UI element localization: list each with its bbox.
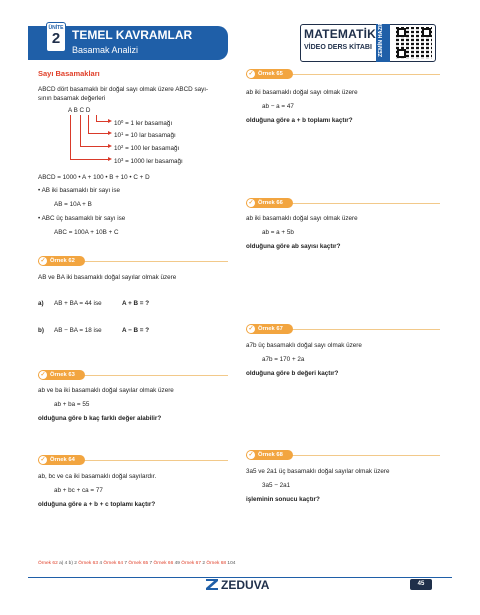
example-equation: AB − BA = 18 ise [54, 327, 102, 334]
example-equation: ab + ba = 55 [54, 401, 90, 408]
intro-line-2: sının basamak değerleri [38, 95, 106, 102]
intro-line-1: ABCD dört basamaklı bir doğal sayı olmak üzere ABCD sayı- [38, 86, 209, 93]
arrow-icon [108, 157, 112, 161]
example-text: ab, bc ve ca iki basamaklı doğal sayılardır. [38, 473, 157, 480]
section-title: Sayı Basamakları [38, 69, 100, 78]
arrow-icon [108, 144, 112, 148]
check-icon: ✓ [248, 326, 254, 332]
example-question: olduğuna göre ab sayısı kaçtır? [246, 243, 341, 250]
three-digit-label: • ABC üç basamaklı bir sayı ise [38, 215, 126, 222]
example-equation: 3a5 − 2a1 [262, 482, 291, 489]
example-badge: ✓ Örnek 66 [246, 198, 293, 208]
example-equation: ab + bc + ca = 77 [54, 487, 103, 494]
example-badge: ✓ Örnek 68 [246, 450, 293, 460]
place-value-row: $10^0 = 1$ ler basamağı [114, 119, 173, 127]
brand-subtitle: VİDEO DERS KİTABI [304, 44, 372, 51]
arrow-icon [108, 131, 112, 135]
place-value-row: $10^2 = 100$ ler basamağı [114, 144, 180, 152]
example-equation: ab − a = 47 [262, 103, 294, 110]
three-digit-formula: ABC = 100A + 10B + C [54, 229, 119, 236]
example-badge: ✓ Örnek 67 [246, 324, 293, 334]
example-question: olduğuna göre a + b toplamı kaçtır? [246, 117, 353, 124]
place-bracket-a [70, 115, 110, 160]
example-text: ab ve ba iki basamaklı doğal sayılar olmak üzere [38, 387, 174, 394]
example-question: A − B = ? [122, 327, 150, 334]
example-question: olduğuna göre b değeri kaçtır? [246, 370, 339, 377]
place-value-row: $10^1 = 10$ lar basamağı [114, 131, 176, 139]
part-label: b) [38, 327, 44, 334]
example-text: 3a5 ve 2a1 üç basamaklı doğal sayılar olmak üzere [246, 468, 390, 475]
unit-badge [46, 22, 66, 52]
brand-title: MATEMATİK [304, 27, 377, 41]
check-icon: ✓ [40, 457, 46, 463]
unit-subtitle: Basamak Analizi [72, 45, 139, 55]
check-icon: ✓ [40, 372, 46, 378]
brand-strip-label: ZEMİN HAZIRLIK [378, 12, 384, 57]
qr-corner [397, 49, 406, 58]
example-text: ab iki basamaklı doğal sayı olmak üzere [246, 215, 358, 222]
example-equation: a7b = 170 + 2a [262, 356, 305, 363]
example-badge: ✓ Örnek 65 [246, 69, 293, 79]
example-text: a7b üç basamaklı doğal sayı olmak üzere [246, 342, 362, 349]
arrow-icon [108, 119, 112, 123]
qr-corner [397, 28, 406, 37]
example-text: ab iki basamaklı doğal sayı olmak üzere [246, 89, 358, 96]
unit-title: TEMEL KAVRAMLAR [72, 28, 193, 42]
example-equation: ab = a + 5b [262, 229, 294, 236]
brand-strip [376, 12, 390, 62]
example-equation: AB + BA = 44 ise [54, 300, 102, 307]
example-question: A + B = ? [122, 300, 150, 307]
publisher-logo: ZEDUVA [221, 578, 270, 592]
page-number: 45 [410, 579, 432, 590]
example-badge: ✓ Örnek 63 [38, 370, 85, 380]
example-badge: ✓ Örnek 62 [38, 256, 85, 266]
part-label: a) [38, 300, 44, 307]
example-badge: ✓ Örnek 64 [38, 455, 85, 465]
example-text: AB ve BA iki basamaklı doğal sayılar olmak üzere [38, 274, 177, 281]
place-value-row: $10^3 = 1000$ ler basamağı [114, 157, 183, 165]
example-question: işleminin sonucu kaçtır? [246, 496, 320, 503]
example-question: olduğuna göre b kaç farklı değer alabilir? [38, 415, 162, 422]
two-digit-label: • AB iki basamaklı bir sayı ise [38, 187, 120, 194]
zeduva-logo-icon [206, 579, 218, 590]
qr-corner [422, 28, 431, 37]
example-question: olduğuna göre a + b + c toplamı kaçtır? [38, 501, 156, 508]
unit-label: ÜNİTE [48, 25, 64, 31]
check-icon: ✓ [40, 258, 46, 264]
two-digit-formula: AB = 10A + B [54, 201, 92, 208]
unit-number: 2 [51, 30, 61, 47]
check-icon: ✓ [248, 452, 254, 458]
abcd-formula: ABCD = 1000 • A + 100 • B + 10 • C + D [38, 174, 150, 181]
digits-label: A B C D [68, 107, 91, 114]
check-icon: ✓ [248, 71, 254, 77]
check-icon: ✓ [248, 200, 254, 206]
answer-key: Örnek 62 a) 4 b) 2 Örnek 63 4 Örnek 64 7 Örnek 65 7 Örnek 66 49 Örnek 67 2 Örnek 68 104 [38, 561, 236, 566]
